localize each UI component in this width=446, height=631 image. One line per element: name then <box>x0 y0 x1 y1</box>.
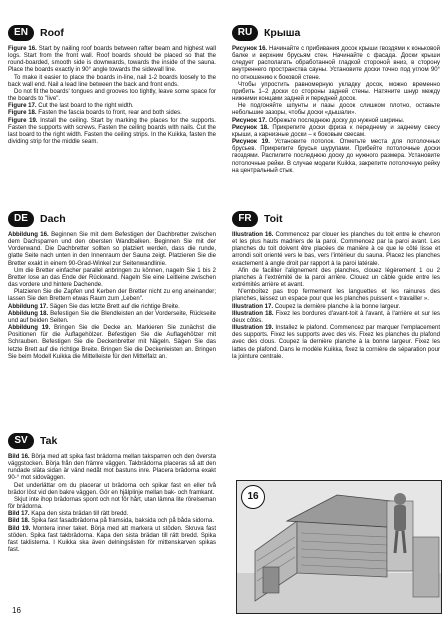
figure-label: Abbildung 17. <box>8 303 48 310</box>
figure-label: Abbildung 18. <box>8 310 49 317</box>
paragraph: Sägen Sie das letzte Brett auf die richtige Breite. <box>49 303 180 310</box>
language-badge-ru: RU <box>232 25 258 41</box>
paragraph: Fasten the fascia boards to front, rear and both sides. <box>38 110 182 117</box>
paragraph: Bringen Sie die Decke an. Markieren Sie zunächst die Positionen für die Auflagehölzer. Befestigen Sie die Auflagehölzer mit Schrauben. Befestigen Sie die Deckenbretter mit Nägeln. Sägen Sie das letzte Brett auf die richtige Breite. Bringen Sie die Deckenleisten an. Bringen Sie beim Modell Kuikka die Mittelleiste für den Mittelfalz an. <box>8 325 216 360</box>
section-body <box>232 232 440 361</box>
sauna-roof-illustration <box>237 481 442 614</box>
section-body <box>8 232 216 361</box>
figure-number-badge: 16 <box>241 485 265 509</box>
paragraph: Skjut inte ihop brädornas spont och not för hårt, utan lämna lite rörelseman för brädorna. <box>8 496 216 511</box>
paragraph: Обрежьте последнюю доску до нужной ширины. <box>268 117 405 124</box>
paragraph: Fixez les bordures d'avant-toit à l'avant, à l'arrière et sur les deux côtés. <box>232 310 440 324</box>
paragraph: Det underlättar om du placerar ut brädorna och spikar fast en eller två brädor löst vid den bakre väggen. Gör en hjälplinje mellan bak- och framkant. <box>8 482 216 496</box>
figure-label: Рисунок 18. <box>232 124 269 131</box>
paragraph: Начинайте с прибивания досок крыши гвоздями к коньковой балке и верхним брусьям стен. Начинайте с фасада. Доски крыши следует располагать обработанной гладкой стороной вниз, в сторону внутреннего пространства сауны. Установите доски точно под углом 90° по отношению к боковой стене. <box>232 46 441 81</box>
section-fr <box>232 210 440 361</box>
figure-label: Illustration 16. <box>232 232 274 238</box>
figure-label: Bild 18. <box>8 518 30 525</box>
page-number: 16 <box>12 606 21 615</box>
section-body <box>8 46 216 146</box>
language-badge-en: EN <box>8 25 34 41</box>
figure-label: Bild 16. <box>8 454 30 460</box>
paragraph: Commencez par clouer les planches du toit entre le chevron et les plus hauts madriers de la paroi. Commencez par la paroi avant. Les planches du toit doivent être placées de manière à ce que le côté lisse et arrondi soit orienté vers le bas, vers l'intérieur du sauna. Placez les planches exactement à angle droit par rapport à la paroi latérale. <box>232 232 440 267</box>
figure-label: Illustration 19. <box>232 325 274 332</box>
figure-label: Figure 16. <box>8 46 37 52</box>
paragraph: Чтобы упростить равномерную укладку досок, можно временно прибить 1–2 доски со стороны задней стены. Натяните шнур между нижними концами задней и передней досок. <box>232 81 440 103</box>
section-title: Roof <box>40 27 64 39</box>
section-header <box>8 432 216 450</box>
section-body <box>8 454 216 554</box>
section-header <box>232 24 440 42</box>
section-en <box>8 24 216 146</box>
figure-label: Figure 19. <box>8 117 38 124</box>
section-title: Tak <box>40 435 58 447</box>
section-header <box>8 210 216 228</box>
section-header <box>232 210 440 228</box>
paragraph: Platzieren Sie die Zapfen und Kerben der Bretter nicht zu eng aneinander; lassen Sie den Brettern etwas Raum zum „Leben". <box>8 289 216 303</box>
figure-label: Abbildung 19. <box>8 325 51 332</box>
section-title: Dach <box>40 213 66 225</box>
section-de <box>8 210 216 361</box>
language-badge-de: DE <box>8 211 34 227</box>
paragraph: Прикрепите доски фриза к переднему и заднему свесу крыши, а карнизные доски – к боковым свесам. <box>232 124 440 138</box>
figure-label: Рисунок 17. <box>232 117 267 124</box>
paragraph: N'emboîtez pas trop fermement les languettes et les rainures des planches, laissez un espace pour que les planches puissent « travailler ». <box>232 289 440 303</box>
section-title: Крыша <box>264 27 301 39</box>
figure-label: Figure 18. <box>8 110 37 117</box>
figure-16-photo <box>236 480 442 614</box>
section-body <box>232 46 440 175</box>
paragraph: Montera inner taket. Börja med att markera ut stöden. Skruva fast stöden. Spika fast takbrädorna. Kapa den sista brädan till rätt bredd. Spika fast taklisterna. I Kuikka ska även delningslisten för mittenskarven spikas fast. <box>8 525 216 554</box>
paragraph: Um die Bretter einfacher parallel anbringen zu können, nageln Sie 1 bis 2 Bretter lose an das Ende der Rückwand. Nageln Sie eine Leitleine zwischen das vordere und hintere Dachende. <box>8 267 216 289</box>
paragraph: Не подгоняйте шпунты и пазы досок слишком плотно, оставьте небольшие зазоры, чтобы доски «дышали». <box>232 103 440 117</box>
paragraph: Befestigen Sie die Blendleisten an der Vorderseite, Rückseite und auf beiden Seiten. <box>8 310 217 324</box>
figure-label: Bild 19. <box>8 525 31 532</box>
paragraph: Kapa den sista brädan till rätt bredd. <box>31 511 129 518</box>
figure-label: Рисунок 19. <box>232 139 270 146</box>
paragraph: Do not fit the boards' tongues and grooves too tightly, leave some space for the boards to "live". <box>8 88 216 103</box>
section-title: Toit <box>264 213 283 225</box>
section-ru <box>232 24 440 175</box>
paragraph: Installez le plafond. Commencez par marquer l'emplacement des supports. Fixez les supports avec des vis. Fixez les planches du plafond avec des clous. Coupez la dernière planche à la bonne largeur. Fixez les lattes de plafond. Dans le modèle Kuikka, fixez la cornière de séparation pour la jointure centrale. <box>232 325 441 360</box>
figure-label: Bild 17. <box>8 511 30 518</box>
paragraph: Install the ceiling. Start by marking the places for the supports. Fasten the supports with screws. Fasten the ceiling boards with nails. Cut the last board to the right width. Fasten the ceiling strips. In the Kuikka, fasten the dividing strip for the middle seam. <box>8 117 216 146</box>
figure-label: Illustration 18. <box>232 310 274 317</box>
figure-label: Illustration 17. <box>232 303 273 310</box>
section-header <box>8 24 216 42</box>
figure-label: Рисунок 16. <box>232 46 268 52</box>
paragraph: Börja med att spika fast brädorna mellan taksparren och den översta väggstocken. Börja från den främre väggen. Takbrädorna placeras så att den rundade släta sidan är vänd nedåt mot bastuns inre. Placera brädorna exakt 90-° mot sidoväggen. <box>8 454 216 482</box>
paragraph: Установите потолок. Отметьте места для потолочных брусьев. Прикрепите брусья шурупами. Прибейте потолочные доски гвоздями. Распилите последнюю доску до нужного размера. Установите потолочные рейки. В случае модели Kuikka, закрепите потолочную рейку на центральный стык. <box>232 139 440 174</box>
paragraph: To make it easier to place the boards in-line, nail 1-2 boards loosely to the back wall end. Nail a lead line between the back and front ends. <box>8 74 216 88</box>
paragraph: Spika fast fasadbrädorna på framsida, baksida och på båda sidorna. <box>31 518 215 525</box>
paragraph: Beginnen Sie mit dem Befestigen der Dachbretter zwischen dem Dachsparren und den obersten Wandbalken. Beginnen Sie mit der Vorderwand. Die Dachbretter sollten so platziert werden, dass die runde, glatte Seite nach unten in den Innenraum der Sauna zeigt. Platzieren Sie die Bretter exakt in einem 90-Grad-Winkel zur Seitenwandlinie. <box>8 232 216 267</box>
section-sv <box>8 432 216 554</box>
language-badge-sv: SV <box>8 433 34 449</box>
figure-label: Figure 17. <box>8 103 37 110</box>
paragraph: Cut the last board to the right width. <box>38 103 134 110</box>
paragraph: Afin de faciliter l'alignement des planches, clouez légèrement 1 ou 2 planches à l'extrémité de la paroi arrière. Clouez un câble guide entre les extrémités arrière et avant. <box>232 267 440 289</box>
language-badge-fr: FR <box>232 211 258 227</box>
paragraph: Coupez la dernière planche à la bonne largeur. <box>274 303 401 310</box>
figure-label: Abbildung 16. <box>8 232 49 238</box>
paragraph: Start by nailing roof boards between rafter beam and highest wall logs. Start from the front wall. Roof boards should be placed so that the round-boarded, smooth side is downwards, towards the inside of the sauna. Place the boards exactly in 90° angle towards the sidewall line. <box>8 46 216 74</box>
